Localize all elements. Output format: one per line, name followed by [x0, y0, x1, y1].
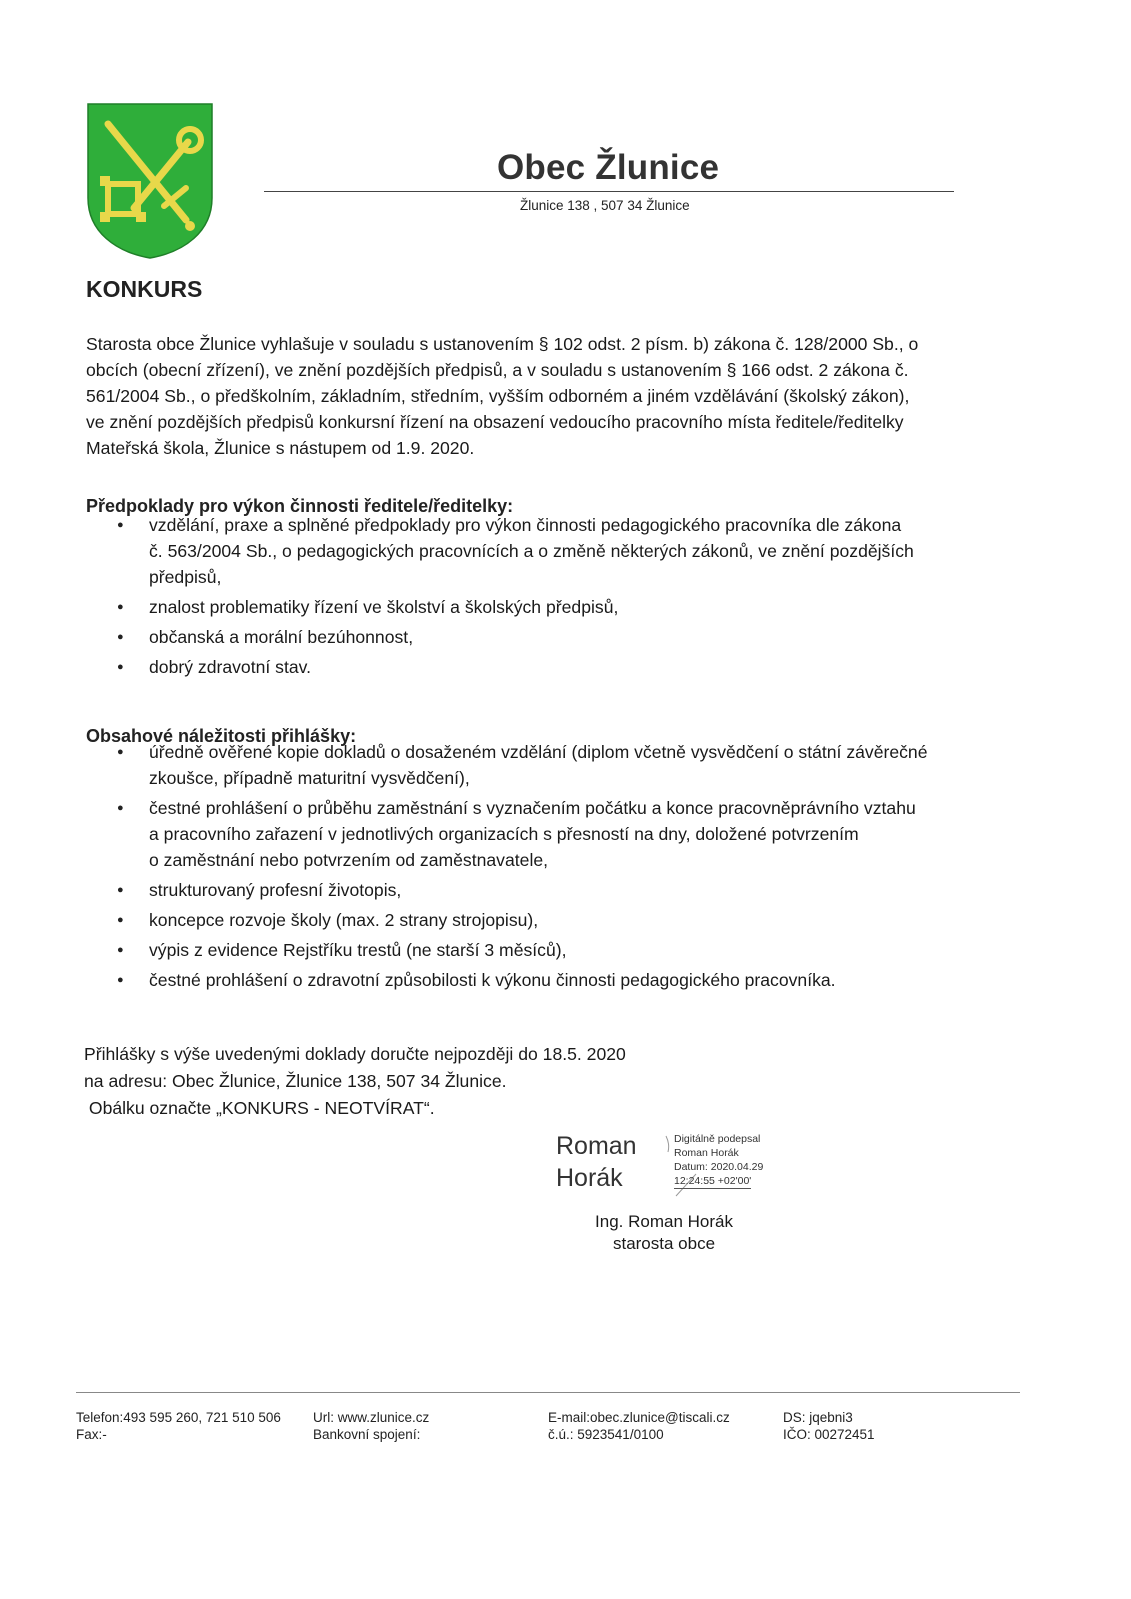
footer-line: IČO: 00272451 — [783, 1427, 875, 1442]
signature-info-line: Digitálně podepsal — [674, 1133, 761, 1145]
list-item-line: ● občanská a morální bezúhonnost, — [149, 627, 414, 647]
requirements-list — [117, 512, 1017, 684]
intro-line: Starosta obce Žlunice vyhlašuje v souladu s ustanovením § 102 odst. 2 písm. b) zákona č. 128/2000 Sb., o — [86, 334, 919, 354]
footer-line: Bankovní spojení: — [313, 1427, 421, 1442]
requirements-heading: Předpoklady pro výkon činnosti ředitele/ředitelky: — [86, 496, 514, 516]
closing-line: Obálku označte „KONKURS - NEOTVÍRAT“. — [84, 1098, 435, 1118]
list-item-line: ● čestné prohlášení o průběhu zaměstnání s vyznačením počátku a konce pracovněprávního vztahu — [149, 798, 916, 818]
list-item — [117, 795, 1017, 873]
footer-contact-web — [313, 1409, 429, 1443]
intro-line: Mateřská škola, Žlunice s nástupem od 1.9. 2020. — [86, 438, 475, 458]
list-item — [117, 907, 1017, 933]
coat-of-arms-icon — [86, 102, 214, 260]
footer-line: Url: www.zlunice.cz — [313, 1410, 430, 1425]
list-item-line: o zaměstnání nebo potvrzením od zaměstnavatele, — [149, 850, 549, 870]
list-item — [117, 739, 1017, 791]
list-item — [117, 877, 1017, 903]
footer-line: E-mail:obec.zlunice@tiscali.cz — [548, 1410, 730, 1425]
footer-line: Fax:- — [76, 1427, 107, 1442]
signature-info — [674, 1132, 763, 1189]
signature-info-line: 12:24:55 +02'00' — [674, 1175, 752, 1187]
list-item-line: č. 563/2004 Sb., o pedagogických pracovnících a o změně některých zákonů, ve znění pozdějších — [149, 541, 914, 561]
signer-block — [584, 1211, 744, 1255]
footer-line: Telefon:493 595 260, 721 510 506 — [76, 1410, 281, 1425]
intro-line: 561/2004 Sb., o předškolním, základním, středním, vyšším odborném a jiném vzdělávání (školský zákon), — [86, 386, 910, 406]
list-item-line: a pracovního zařazení v jednotlivých organizacích s přesností na dny, doložené potvrzením — [149, 824, 859, 844]
list-item-line: ● koncepce rozvoje školy (max. 2 strany strojopisu), — [149, 910, 539, 930]
list-item-line: ● výpis z evidence Rejstříku trestů (ne starší 3 měsíců), — [149, 940, 567, 960]
intro-line: obcích (obecní zřízení), ve znění pozdějších předpisů, a v souladu s ustanovením § 166 odst. 2 zákona č. — [86, 360, 909, 380]
document-heading: KONKURS — [86, 276, 203, 302]
footer-contact-email — [548, 1409, 730, 1443]
signer-role: starosta obce — [612, 1234, 716, 1253]
signature-info-line: Datum: 2020.04.29 — [674, 1161, 764, 1173]
footer-line: DS: jqebni3 — [783, 1410, 853, 1425]
list-item — [117, 654, 1017, 680]
signature-name — [556, 1130, 637, 1194]
list-item — [117, 624, 1017, 650]
intro-line: ve znění pozdějších předpisů konkursní řízení na obsazení vedoucího pracovního místa ředitele/ředitelky — [86, 412, 904, 432]
intro-paragraph — [86, 331, 1046, 461]
footer-divider — [76, 1392, 1020, 1393]
signature-info-line: Roman Horák — [674, 1147, 739, 1159]
list-item-line: ● vzdělání, praxe a splněné předpoklady pro výkon činnosti pedagogického pracovníka dle zákona — [149, 515, 902, 535]
page-title: Obec Žlunice — [497, 148, 720, 187]
list-item-line: ● úředně ověřené kopie dokladů o dosaženém vzdělání (diplom včetně vysvědčení o státní závěrečné — [149, 742, 928, 762]
application-list — [117, 739, 1017, 997]
list-item-line: předpisů, — [149, 567, 222, 587]
footer-contact-ids — [783, 1409, 875, 1443]
list-item-line: ● dobrý zdravotní stav. — [149, 657, 312, 677]
list-item — [117, 937, 1017, 963]
closing-line: Přihlášky s výše uvedenými doklady doručte nejpozději do 18.5. 2020 — [84, 1044, 626, 1064]
list-item — [117, 594, 1017, 620]
signature-name-line: Roman — [556, 1132, 637, 1160]
digital-signature — [556, 1130, 836, 1200]
list-item-line: zkoušce, případně maturitní vysvědčení), — [149, 768, 470, 788]
application-heading: Obsahové náležitosti přihlášky: — [86, 726, 357, 746]
closing-paragraph — [84, 1041, 626, 1122]
list-item-line: ● strukturovaný profesní životopis, — [149, 880, 402, 900]
signer-name: Ing. Roman Horák — [595, 1212, 733, 1231]
closing-line: na adresu: Obec Žlunice, Žlunice 138, 507 34 Žlunice. — [84, 1071, 507, 1091]
title-divider — [264, 191, 954, 192]
footer-contact-phone — [76, 1409, 281, 1443]
footer-line: č.ú.: 5923541/0100 — [548, 1427, 664, 1442]
list-item — [117, 967, 1017, 993]
list-item-line: ● čestné prohlášení o zdravotní způsobilosti k výkonu činnosti pedagogického pracovníka. — [149, 970, 836, 990]
header-address: Žlunice 138 , 507 34 Žlunice — [520, 198, 690, 213]
list-item-line: ● znalost problematiky řízení ve školství a školských předpisů, — [149, 597, 619, 617]
list-item — [117, 512, 1017, 590]
signature-name-line: Horák — [556, 1164, 623, 1192]
